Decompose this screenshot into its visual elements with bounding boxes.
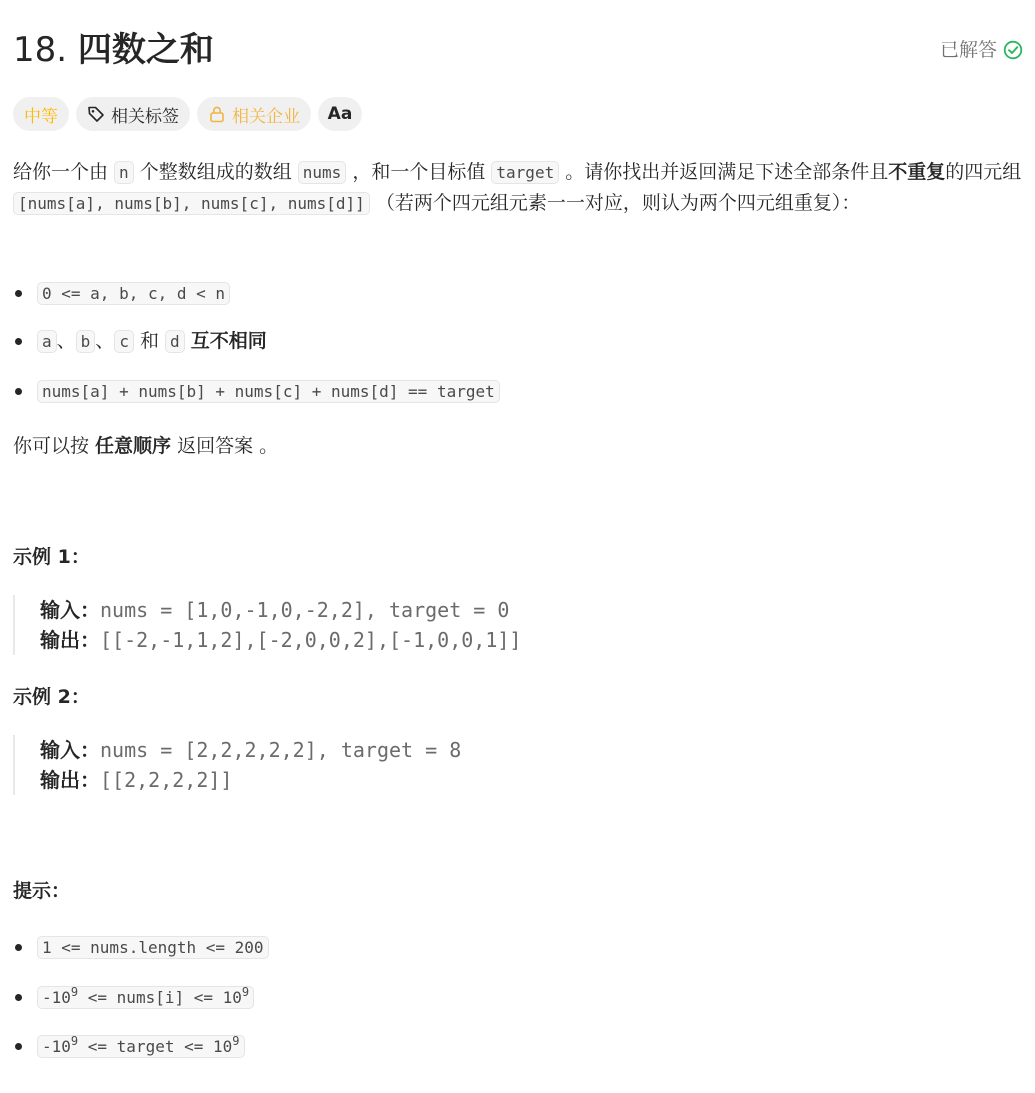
inline-code: a [37, 330, 57, 353]
list-item [13, 327, 1023, 355]
text: 的四元组 [945, 161, 1022, 183]
text: 你可以按 [13, 435, 96, 457]
inline-code: nums[a] + nums[b] + nums[c] + nums[d] == target [37, 380, 500, 403]
text: <= target <= 10 [78, 1037, 233, 1056]
problem-title[interactable] [13, 28, 214, 72]
list-item [13, 1032, 1023, 1060]
text: 和 [133, 330, 166, 352]
description-paragraph [13, 157, 1023, 219]
problem-number: 18. [13, 30, 68, 70]
exponent: 9 [70, 1034, 79, 1048]
inline-code: 1 <= nums.length <= 200 [37, 936, 269, 959]
example-2-block [13, 735, 940, 795]
solved-status [940, 36, 1023, 64]
inline-code: b [76, 330, 96, 353]
difficulty-label: 中等 [24, 106, 58, 127]
input-label: 输入： [40, 738, 100, 762]
lock-icon [208, 105, 226, 123]
check-circle-icon [1003, 40, 1023, 60]
text: 。请你找出并返回满足下述全部条件且 [559, 161, 889, 183]
related-companies-label: 相关企业 [232, 106, 300, 127]
output-label: 输出： [40, 768, 100, 792]
hints-title: 提示： [13, 880, 71, 902]
exponent: 9 [70, 985, 79, 999]
text: 、 [56, 330, 76, 352]
text: （若两个四元组元素一一对应，则认为两个四元组重复）： [369, 192, 861, 214]
output-label: 输出： [40, 628, 100, 652]
constraint-list [13, 983, 1023, 1011]
constraint-list [13, 933, 1023, 961]
inline-code: n [114, 161, 134, 184]
emphasis: 任意顺序 [95, 435, 172, 457]
related-topics-label: 相关标签 [111, 106, 179, 127]
condition-list [13, 327, 1023, 355]
example-input-line [40, 735, 940, 765]
input-label: 输入： [40, 598, 100, 622]
inline-code: target [491, 161, 559, 184]
example-2-title: 示例 2： [13, 686, 90, 708]
text: 个整数组成的数组 [133, 161, 298, 183]
exponent: 9 [232, 1034, 240, 1048]
text: -10 [42, 988, 71, 1007]
list-item [13, 983, 1023, 1011]
list-item [13, 377, 1023, 405]
output-value: [[-2,-1,1,2],[-2,0,0,2],[-1,0,0,1]] [100, 628, 522, 652]
example-1-block [13, 595, 940, 655]
example-input-line [40, 595, 940, 625]
text: -10 [42, 1037, 71, 1056]
translate-icon: Aa [327, 104, 353, 124]
list-item [13, 933, 1023, 961]
example-output-line [40, 765, 940, 795]
difficulty-badge [13, 97, 69, 131]
output-value: [[2,2,2,2]] [100, 768, 233, 792]
exponent: 9 [241, 985, 250, 999]
condition-list [13, 279, 1023, 307]
text: 返回答案 。 [171, 435, 279, 457]
inline-code [37, 1035, 245, 1058]
related-companies-button[interactable] [197, 97, 311, 131]
text: <= nums[i] <= 10 [78, 988, 242, 1007]
tag-icon [87, 105, 105, 123]
list-item [13, 279, 1023, 307]
translate-button[interactable] [318, 97, 362, 131]
problem-name: 四数之和 [77, 30, 214, 70]
text: ，和一个目标值 [346, 161, 492, 183]
emphasis: 互不相同 [190, 330, 267, 352]
text: 给你一个由 [13, 161, 115, 183]
input-value: nums = [2,2,2,2,2], target = 8 [100, 738, 462, 762]
tag-bar [13, 97, 362, 131]
solved-label: 已解答 [939, 39, 997, 61]
example-1-title: 示例 1： [13, 546, 90, 568]
inline-code [37, 986, 254, 1009]
constraint-list [13, 1032, 1023, 1060]
related-topics-button[interactable] [76, 97, 190, 131]
order-note [13, 431, 278, 461]
inline-code: 0 <= a, b, c, d < n [37, 282, 230, 305]
inline-code: d [165, 330, 185, 353]
emphasis: 不重复 [888, 161, 946, 183]
condition-list [13, 377, 1023, 405]
title-row [13, 28, 1023, 72]
example-output-line [40, 625, 940, 655]
inline-code: [nums[a], nums[b], nums[c], nums[d]] [13, 192, 370, 215]
inline-code: c [114, 330, 134, 353]
inline-code: nums [298, 161, 347, 184]
input-value: nums = [1,0,-1,0,-2,2], target = 0 [100, 598, 510, 622]
text: 、 [95, 330, 115, 352]
